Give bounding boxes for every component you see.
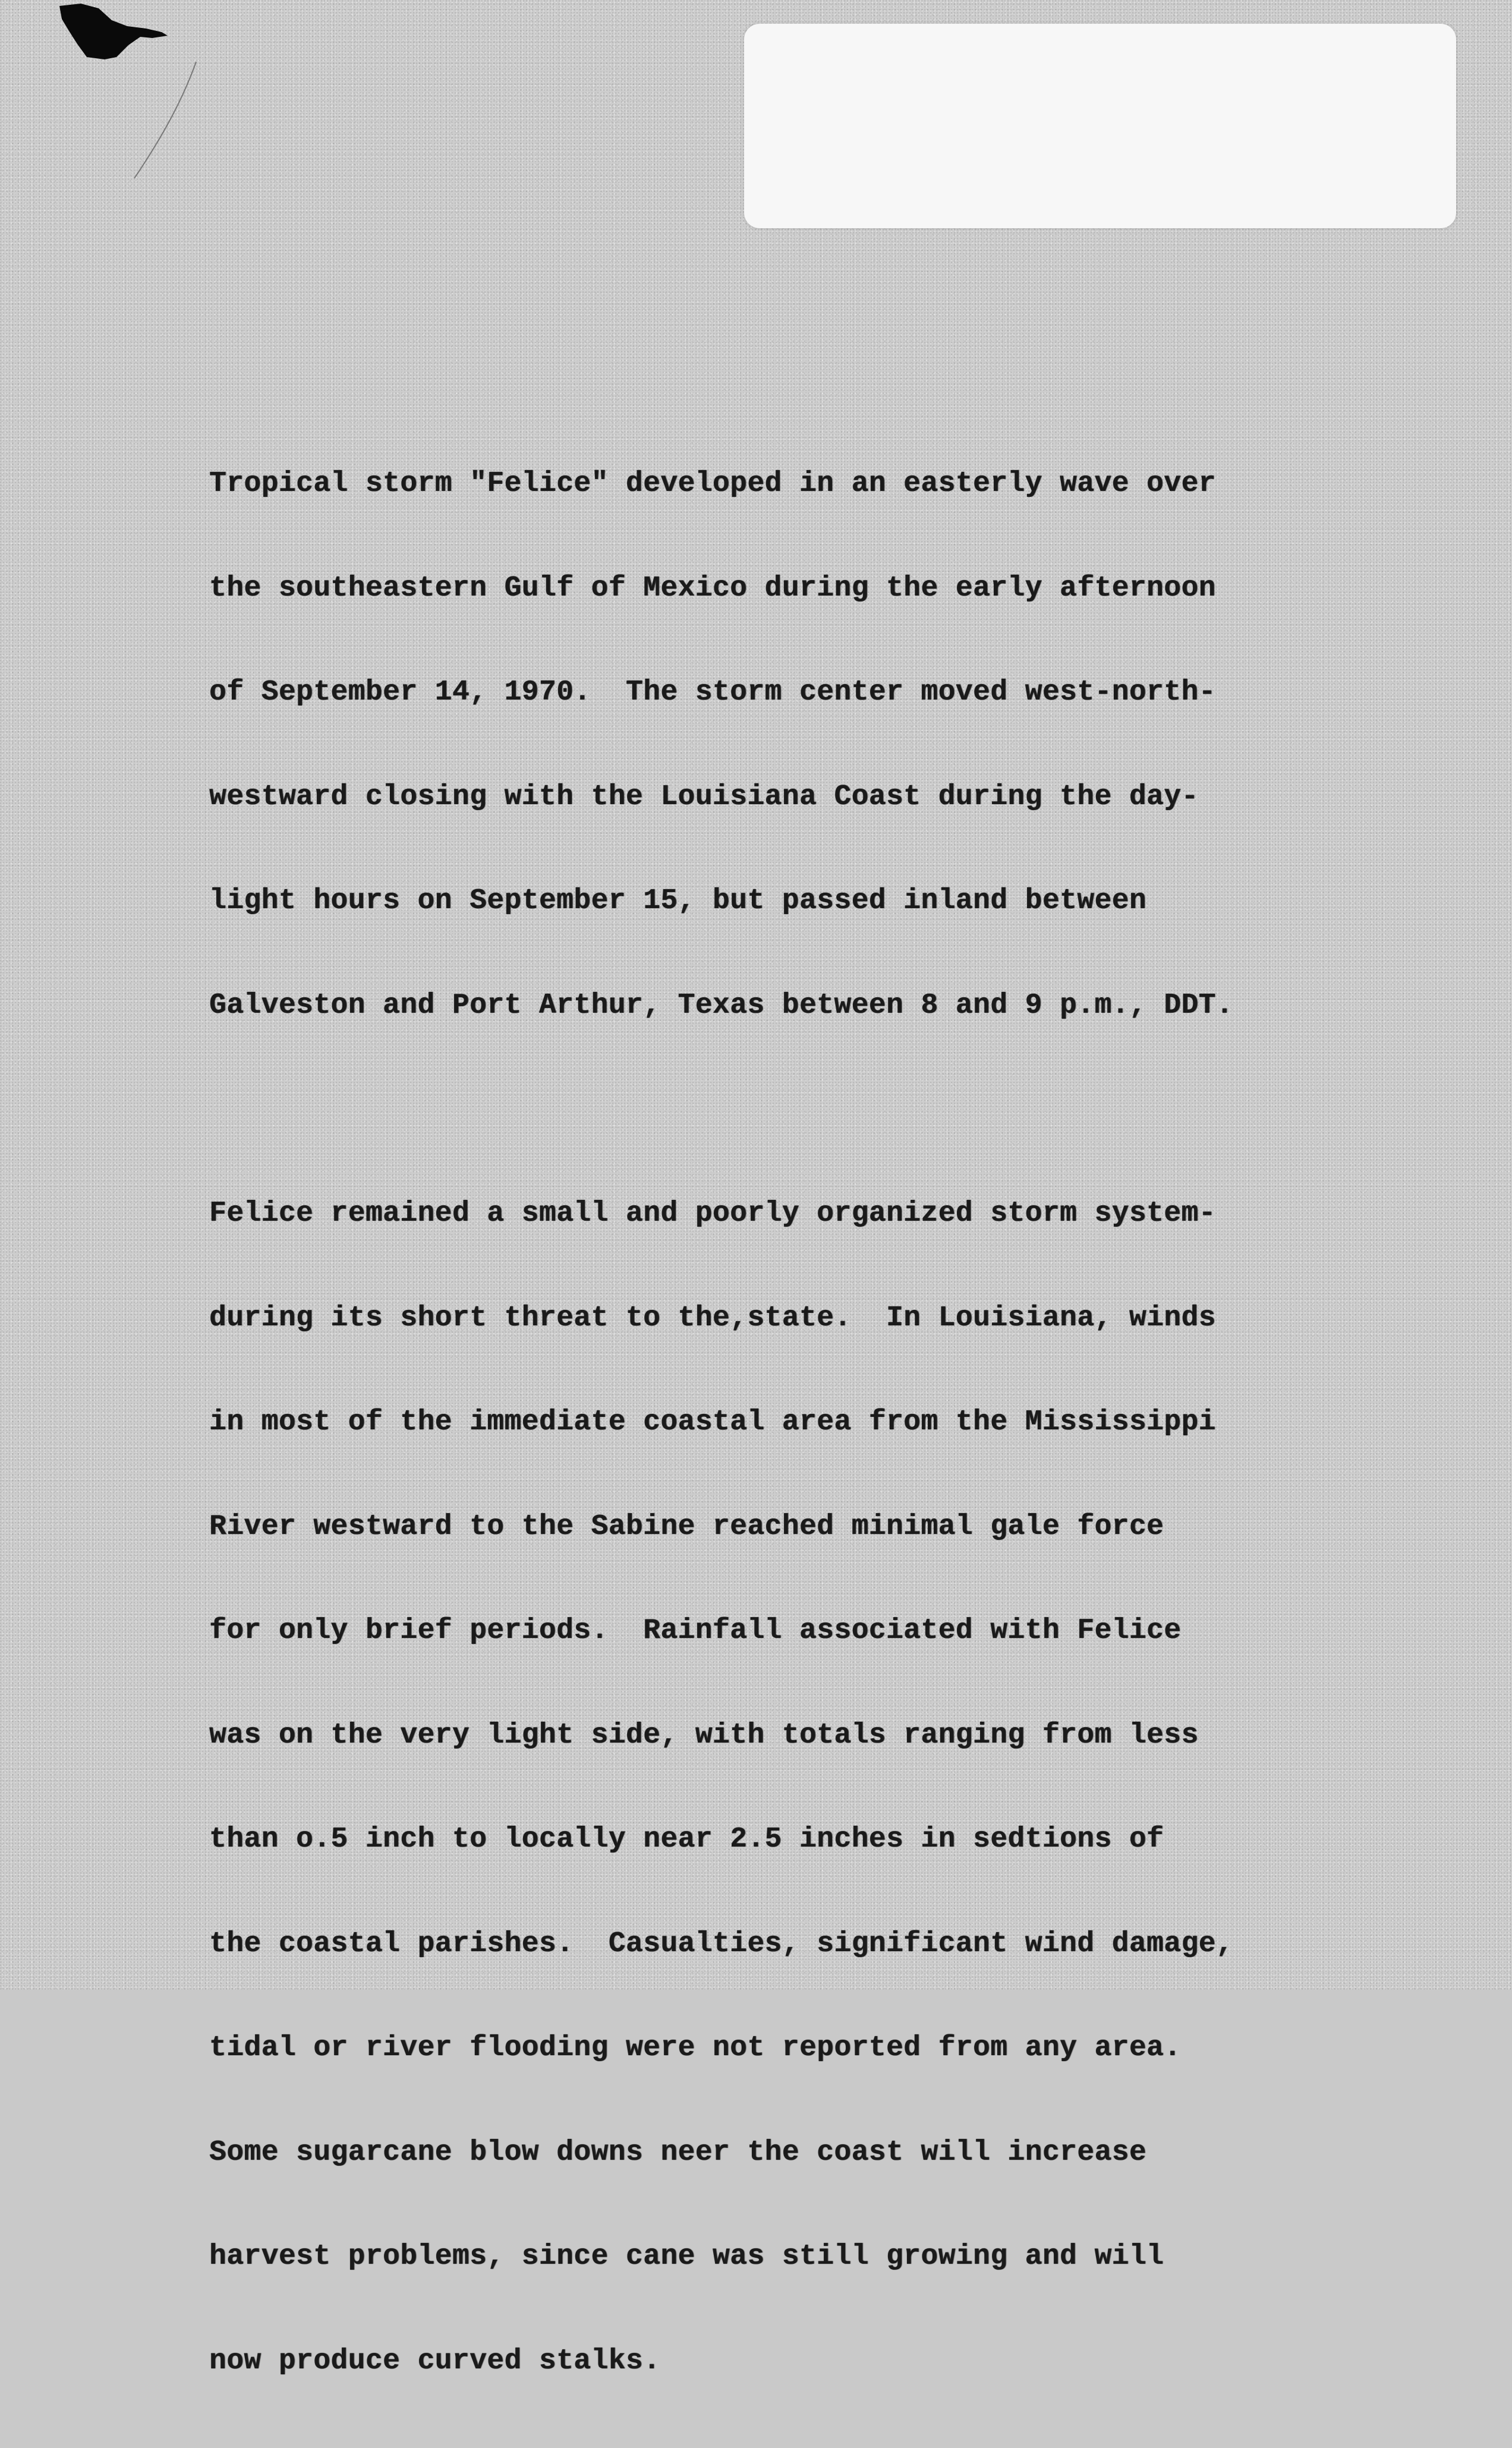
text-line: for only brief periods. Rainfall associated with Felice	[209, 1615, 1182, 1647]
text-line: now produce curved stalks.	[209, 2345, 661, 2377]
text-line: during its short threat to the,state. In Louisiana, winds	[209, 1302, 1216, 1334]
text-line: westward closing with the Louisiana Coast during the day-	[209, 780, 1199, 813]
text-line: of September 14, 1970. The storm center moved west-north-	[209, 676, 1216, 708]
blank-label-patch	[744, 24, 1456, 228]
paragraph-1	[209, 397, 1279, 1092]
document-body	[209, 397, 1279, 2448]
text-line: harvest problems, since cane was still growing and will	[209, 2241, 1164, 2273]
text-line: the coastal parishes. Casualties, significant wind damage,	[209, 1927, 1234, 1960]
text-line: Galveston and Port Arthur, Texas between 8 and 9 p.m., DDT.	[209, 989, 1234, 1022]
scratch-mark	[131, 59, 202, 184]
text-line: tidal or river flooding were not reported from any area.	[209, 2032, 1182, 2064]
ink-blot-mark	[57, 2, 170, 62]
text-line: was on the very light side, with totals ranging from less	[209, 1719, 1199, 1751]
text-line: than o.5 inch to locally near 2.5 inches in sedtions of	[209, 1823, 1164, 1855]
text-line: Some sugarcane blow downs neer the coast will increase	[209, 2136, 1147, 2169]
text-line: Felice remained a small and poorly organized storm system-	[209, 1198, 1216, 1230]
text-line: in most of the immediate coastal area from the Mississippi	[209, 1406, 1216, 1438]
text-line: light hours on September 15, but passed inland between	[209, 885, 1147, 917]
text-line: Tropical storm "Felice" developed in an easterly wave over	[209, 468, 1216, 500]
text-line: River westward to the Sabine reached minimal gale force	[209, 1510, 1164, 1543]
text-line: the southeastern Gulf of Mexico during the early afternoon	[209, 572, 1216, 604]
paragraph-2	[209, 1127, 1279, 2448]
